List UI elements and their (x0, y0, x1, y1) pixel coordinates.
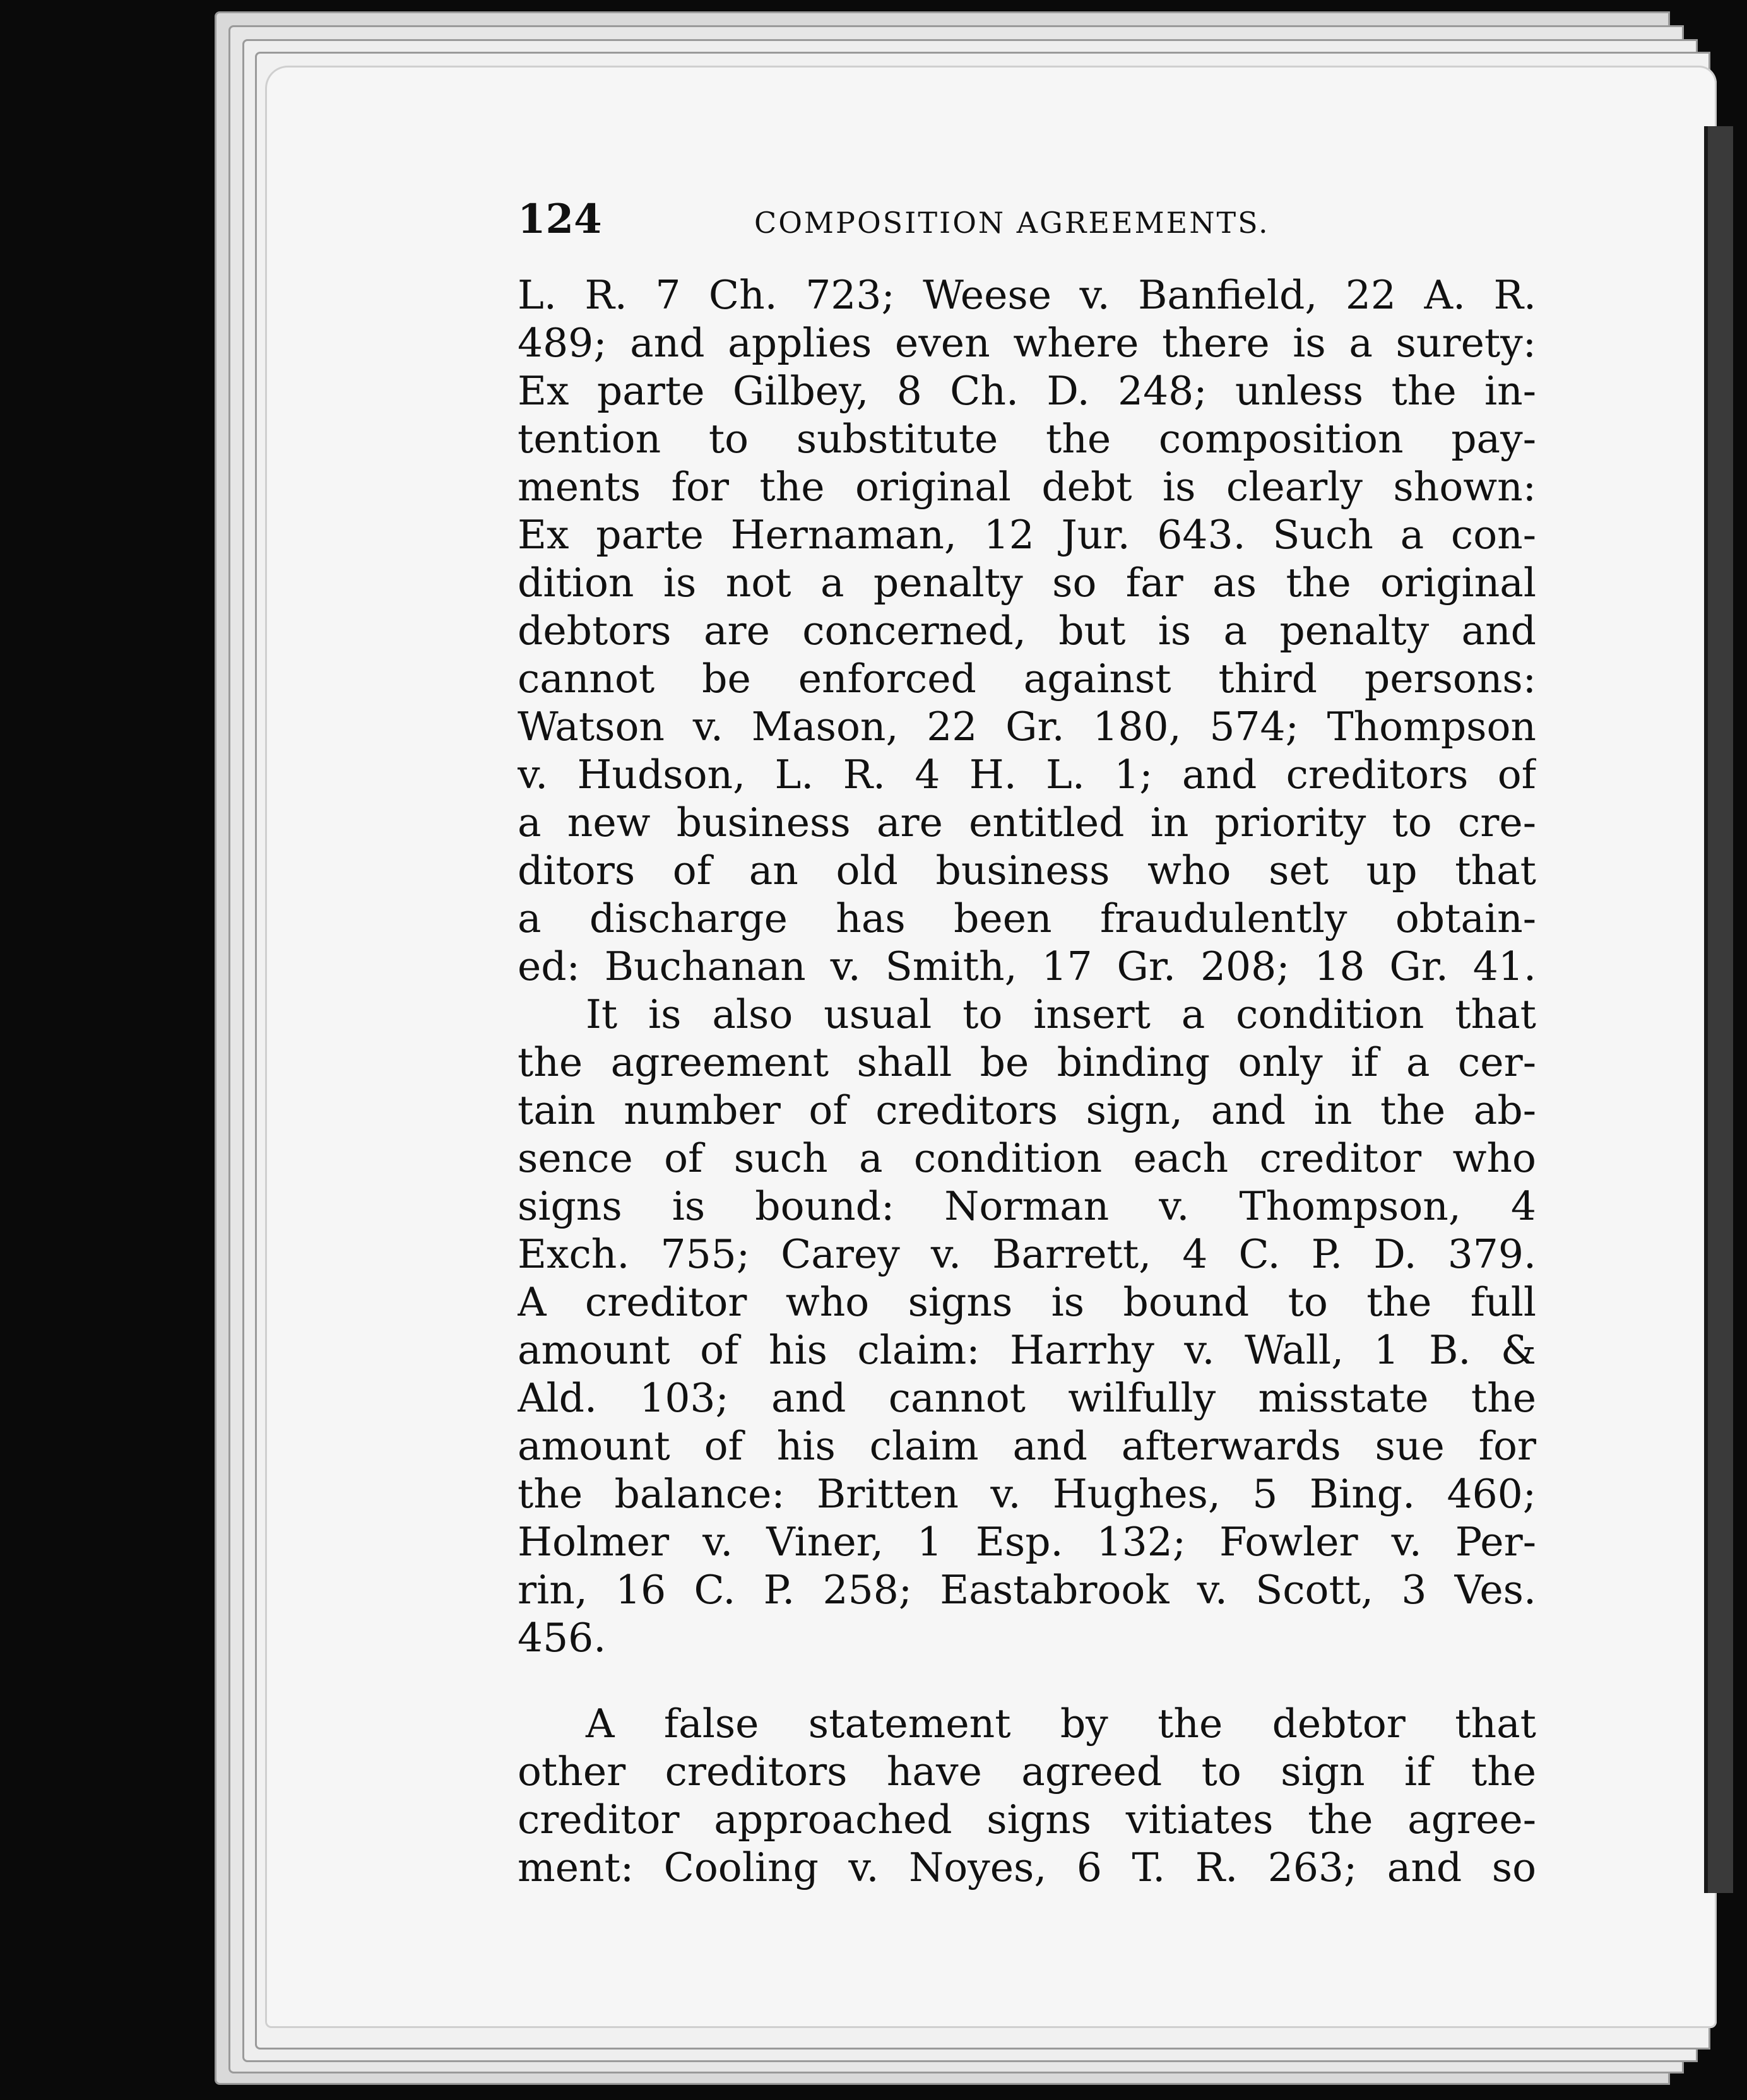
text-line: cannot be enforced against third persons: (518, 656, 1536, 702)
text-line: ments for the original debt is clearly shown: (518, 464, 1536, 510)
text-line: Holmer v. Viner, 1 Esp. 132; Fowler v. Per- (518, 1519, 1536, 1565)
paragraph-1 (518, 271, 1536, 991)
running-title: COMPOSITION AGREEMENTS. (754, 206, 1270, 240)
text-line: 489; and applies even where there is a surety: (518, 320, 1536, 366)
text-line: A false statement by the debtor that (586, 1701, 1536, 1747)
text-line: dition is not a penalty so far as the original (518, 560, 1536, 606)
text-line: tention to substitute the composition pay- (518, 416, 1536, 462)
text-line: ditors of an old business who set up that (518, 847, 1536, 894)
text-line: A creditor who signs is bound to the full (518, 1279, 1536, 1325)
text-line: the agreement shall be binding only if a cer- (518, 1039, 1536, 1085)
text-line: rin, 16 C. P. 258; Eastabrook v. Scott, 3 Ves. (518, 1567, 1536, 1613)
text-line: 456. (518, 1615, 607, 1661)
text-line: other creditors have agreed to sign if the (518, 1749, 1536, 1795)
body-text (518, 271, 1536, 1892)
text-line: Watson v. Mason, 22 Gr. 180, 574; Thompson (518, 704, 1536, 750)
text-line: sence of such a condition each creditor who (518, 1135, 1536, 1181)
text-line: Ald. 103; and cannot wilfully misstate the (518, 1375, 1536, 1421)
book-gutter-edge (1704, 126, 1733, 1893)
paragraph-2 (518, 991, 1536, 1662)
text-line: creditor approached signs vitiates the agree- (518, 1796, 1536, 1843)
text-line: It is also usual to insert a condition that (586, 991, 1536, 1037)
page-number: 124 (518, 196, 602, 243)
text-line: debtors are concerned, but is a penalty and (518, 608, 1536, 654)
book-page (518, 196, 1536, 1892)
paragraph-3 (518, 1700, 1536, 1892)
running-head (518, 196, 1536, 271)
text-line: signs is bound: Norman v. Thompson, 4 (518, 1183, 1536, 1229)
text-line: amount of his claim: Harrhy v. Wall, 1 B. & (518, 1327, 1536, 1373)
text-line: Ex parte Gilbey, 8 Ch. D. 248; unless the in- (518, 368, 1536, 414)
text-line: a new business are entitled in priority to cre- (518, 799, 1536, 846)
text-line: tain number of creditors sign, and in the ab- (518, 1087, 1536, 1133)
text-line: the balance: Britten v. Hughes, 5 Bing. 460; (518, 1471, 1536, 1517)
text-line: amount of his claim and afterwards sue for (518, 1423, 1536, 1469)
text-line: ment: Cooling v. Noyes, 6 T. R. 263; and so (518, 1844, 1536, 1891)
text-line: v. Hudson, L. R. 4 H. L. 1; and creditors of (518, 752, 1536, 798)
text-line: ed: Buchanan v. Smith, 17 Gr. 208; 18 Gr. 41. (518, 943, 1536, 989)
text-line: Ex parte Hernaman, 12 Jur. 643. Such a con- (518, 512, 1536, 558)
text-line: Exch. 755; Carey v. Barrett, 4 C. P. D. 379. (518, 1231, 1536, 1277)
text-line: a discharge has been fraudulently obtain- (518, 895, 1536, 941)
text-line: L. R. 7 Ch. 723; Weese v. Banfield, 22 A. R. (518, 272, 1536, 318)
